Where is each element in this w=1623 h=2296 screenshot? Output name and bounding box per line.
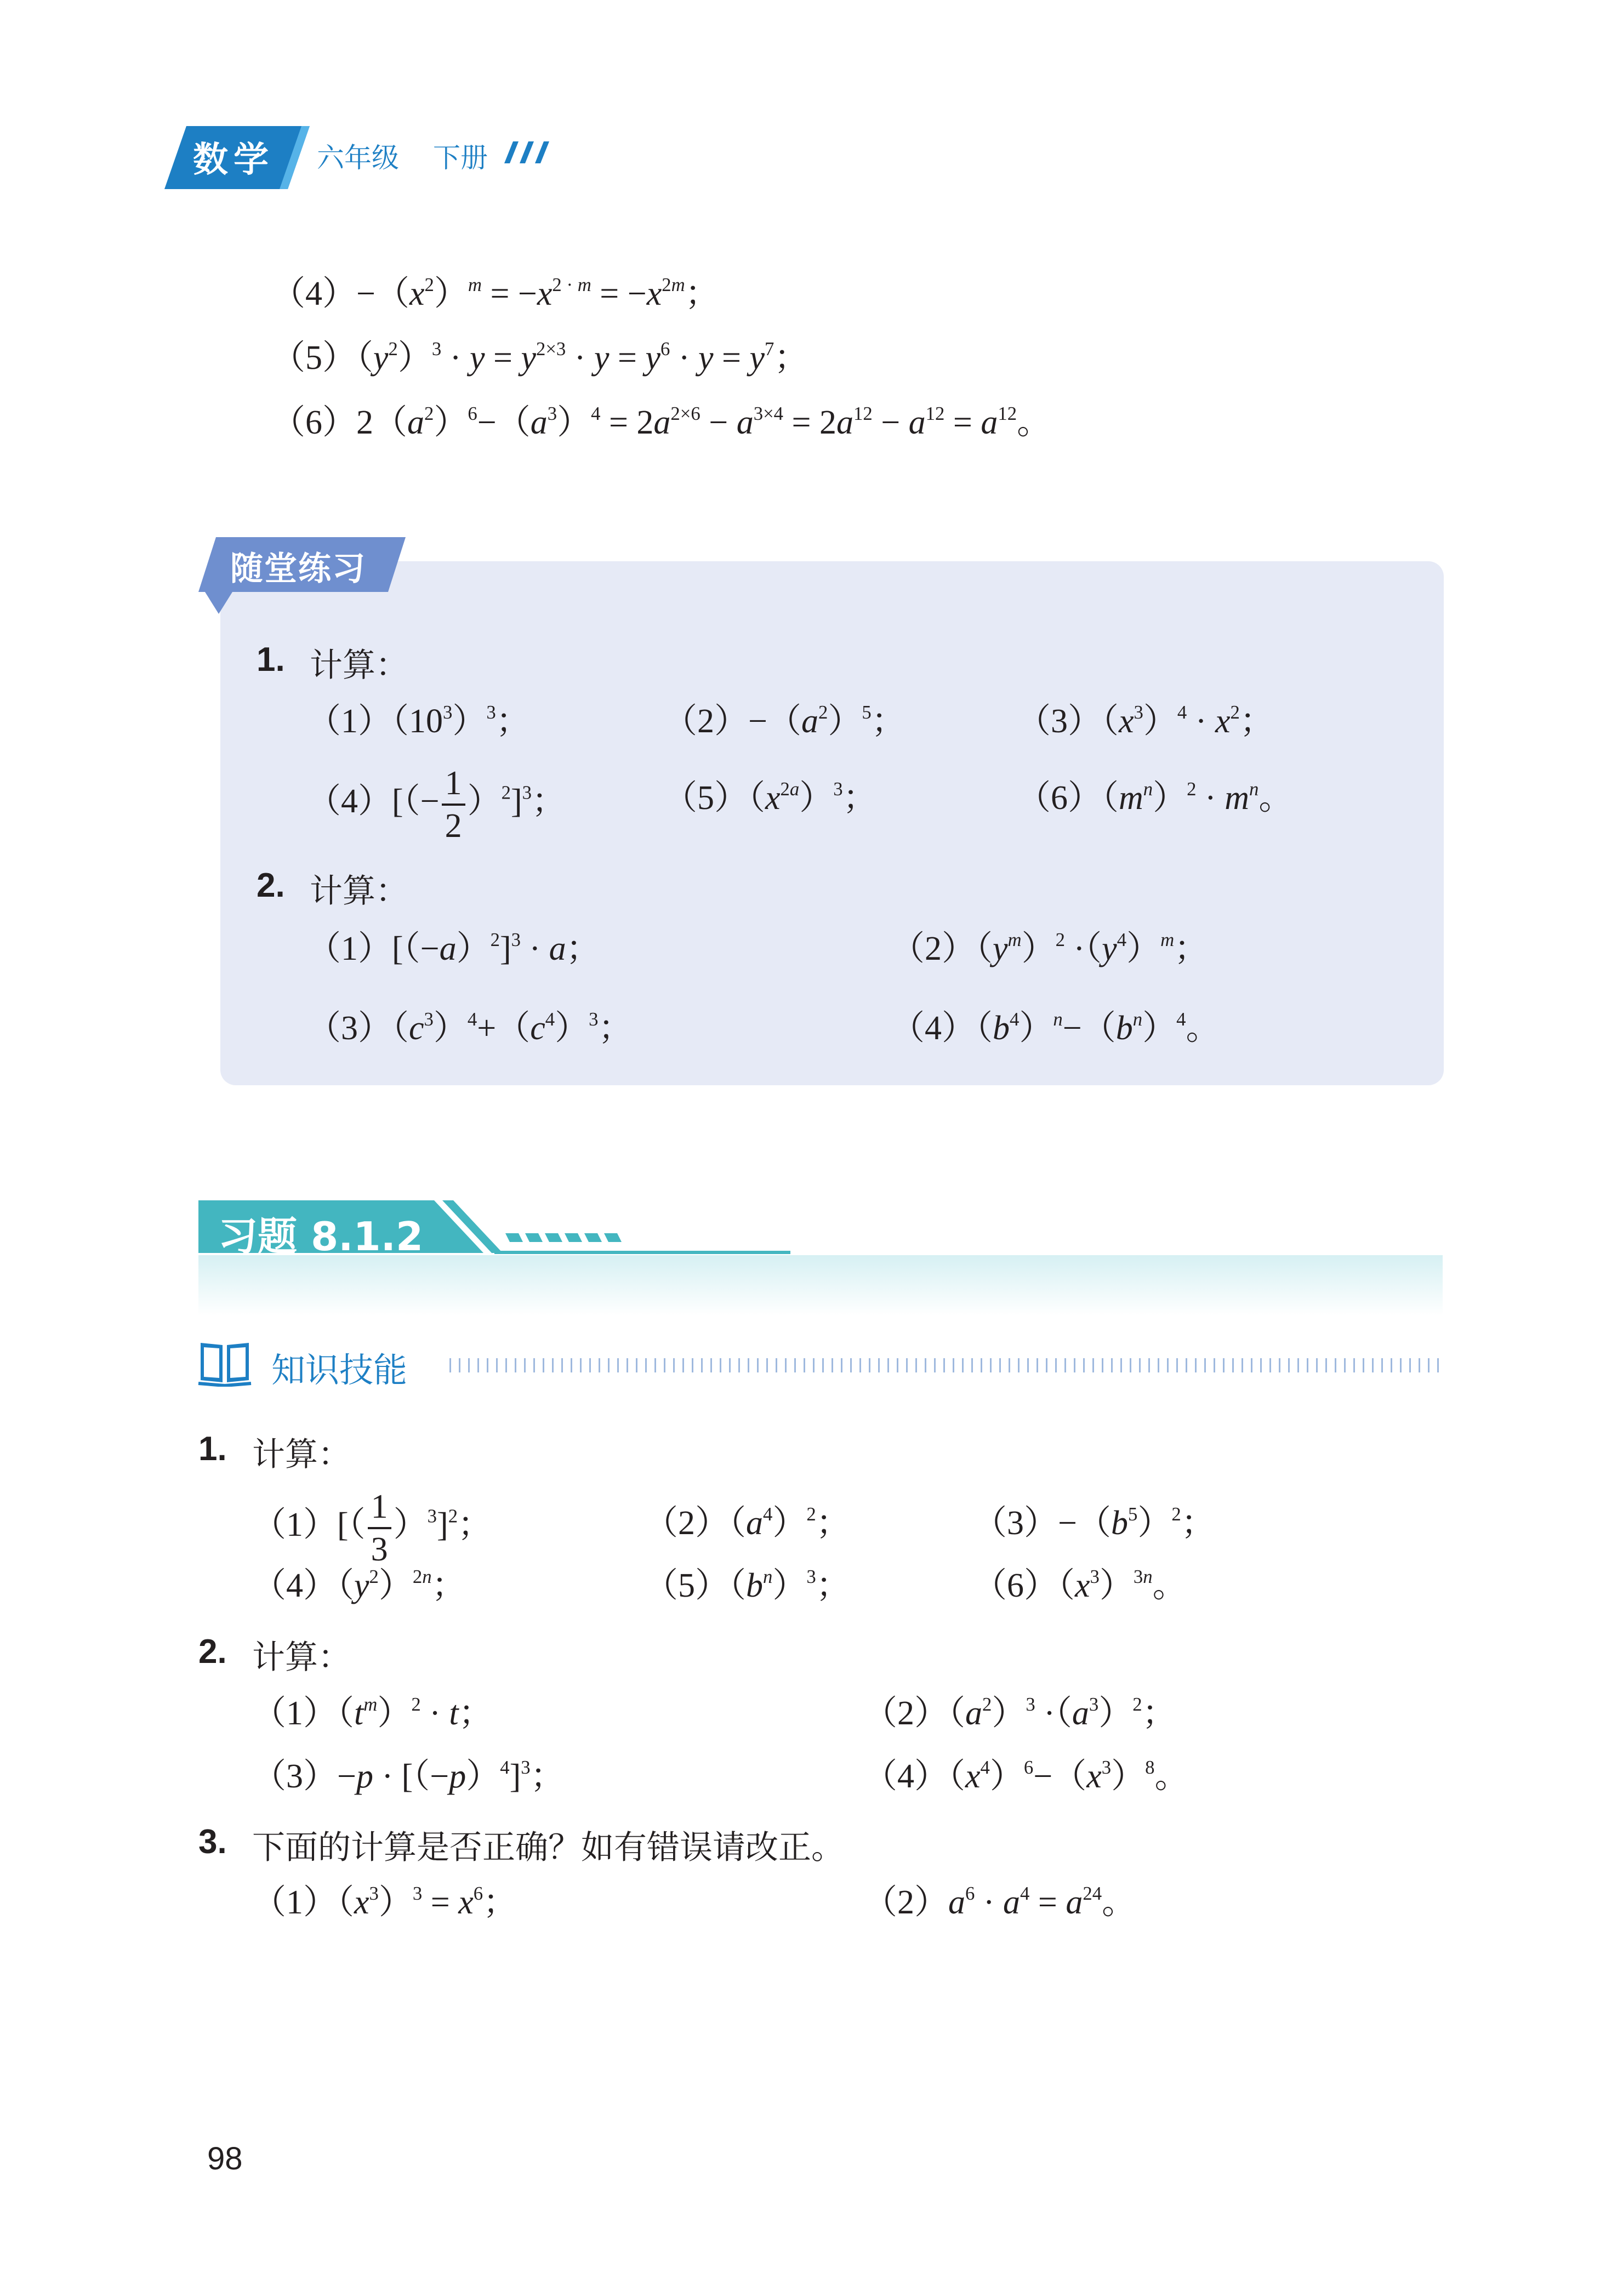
exercise-q2-prompt: 计算： (252, 1638, 351, 1677)
page-number: 98 (207, 2141, 243, 2177)
example-line-4: $(4)-(x^2)^m = -x^{2 \cdot m} = -x^{2m}$； (271, 274, 719, 312)
exercise-q1-number: 1. (198, 1430, 227, 1468)
exercise-q3-number: 3. (198, 1823, 227, 1861)
practice-q2-number: 2. (257, 867, 285, 904)
exercise-q2-item-2: $(2)(a^2)^3 \cdot(a^3)^2$； (863, 1694, 1176, 1732)
practice-q1-item-4: （4）[（− $\frac{1}{2}$ ）$^2$]$^3$； (307, 765, 566, 845)
header-subject: 数学 (193, 140, 274, 180)
exercise-q1-item-3: $(3)-(b^5)^2$； (973, 1503, 1215, 1542)
header-grade: 六年级 (317, 142, 399, 174)
practice-q1-item-6: $(6)(m^n)^2 \cdot m^n$。 (1017, 778, 1293, 817)
exercise-q1-item-1: （1）[（ $\frac{1}{3}$ ）$^3$]$^2$； (252, 1488, 492, 1568)
exercise-q1-item-6: $(6)(x^3)^{3n}$。 (973, 1566, 1187, 1604)
section-label: 知识技能 (271, 1350, 408, 1390)
practice-q1-prompt: 计算： (310, 646, 408, 685)
exercise-q1-item-2: $(2)(a^4)^2$； (644, 1503, 850, 1542)
practice-q2-item-4: $(4)(b^4)^n-(b^n)^4$。 (891, 1009, 1220, 1047)
exercise-q1-item-5: $(5)(b^n)^3$； (644, 1566, 850, 1604)
exercise-title: 习题 8.1.2 (218, 1213, 424, 1260)
practice-q1-number: 1. (257, 641, 285, 679)
practice-q1-item-1: $(1)(10^3)^3$； (307, 702, 530, 740)
exercise-q1-prompt: 计算： (252, 1435, 351, 1474)
practice-q2-item-1: $(1)[(-a)^2]^3 \cdot a$； (307, 929, 600, 967)
exercise-q2-item-3: $(3)-p \cdot [(-p)^4]^3$； (252, 1757, 565, 1795)
header-slash-decoration (504, 141, 559, 163)
book-icon (197, 1337, 252, 1387)
example-line-6: $(6)2(a^2)^6-(a^3)^4 = 2a^{2\times 6} - a^{3\times 4} = 2a^{12} - a^{12} = a^{12}$。 (271, 403, 1051, 441)
exercise-q1-item-4: $(4)(y^2)^{2n}$； (252, 1566, 466, 1604)
practice-q2-item-3: $(3)(c^3)^4+(c^4)^3$； (307, 1009, 633, 1047)
practice-q1-item-2: $(2)-(a^2)^5$； (663, 702, 906, 740)
exercise-q2-number: 2. (198, 1633, 227, 1671)
practice-q2-item-2: $(2)(y^m)^2 \cdot(y^4)^m$； (891, 929, 1209, 967)
example-line-5: $(5)(y^2)^3 \cdot y = y^{2\times 3} \cdot y = y^6 \cdot y = y^7$； (271, 338, 808, 377)
header-volume: 下册 (433, 142, 488, 174)
practice-q2-prompt: 计算： (310, 872, 408, 910)
exercise-header-band (198, 1255, 1443, 1315)
section-divider (449, 1358, 1442, 1372)
exercise-q3-item-2: $(2)a^6 \cdot a^4 = a^{24}$。 (863, 1883, 1136, 1921)
practice-q1-item-3: $(3)(x^3)^4 \cdot x^2$； (1017, 702, 1274, 740)
practice-q1-item-5: $(5)(x^{2a})^3$； (663, 778, 877, 817)
exercise-q3-item-1: $(1)(x^3)^3 = x^6$； (252, 1883, 517, 1921)
exercise-q3-prompt: 下面的计算是否正确？如有错误请改正。 (252, 1828, 844, 1867)
exercise-q2-item-1: $(1)(t^m)^2 \cdot t$； (252, 1694, 493, 1732)
practice-title: 随堂练习 (230, 550, 366, 588)
exercise-q2-item-4: $(4)(x^4)^6-(x^3)^8$。 (863, 1757, 1189, 1795)
